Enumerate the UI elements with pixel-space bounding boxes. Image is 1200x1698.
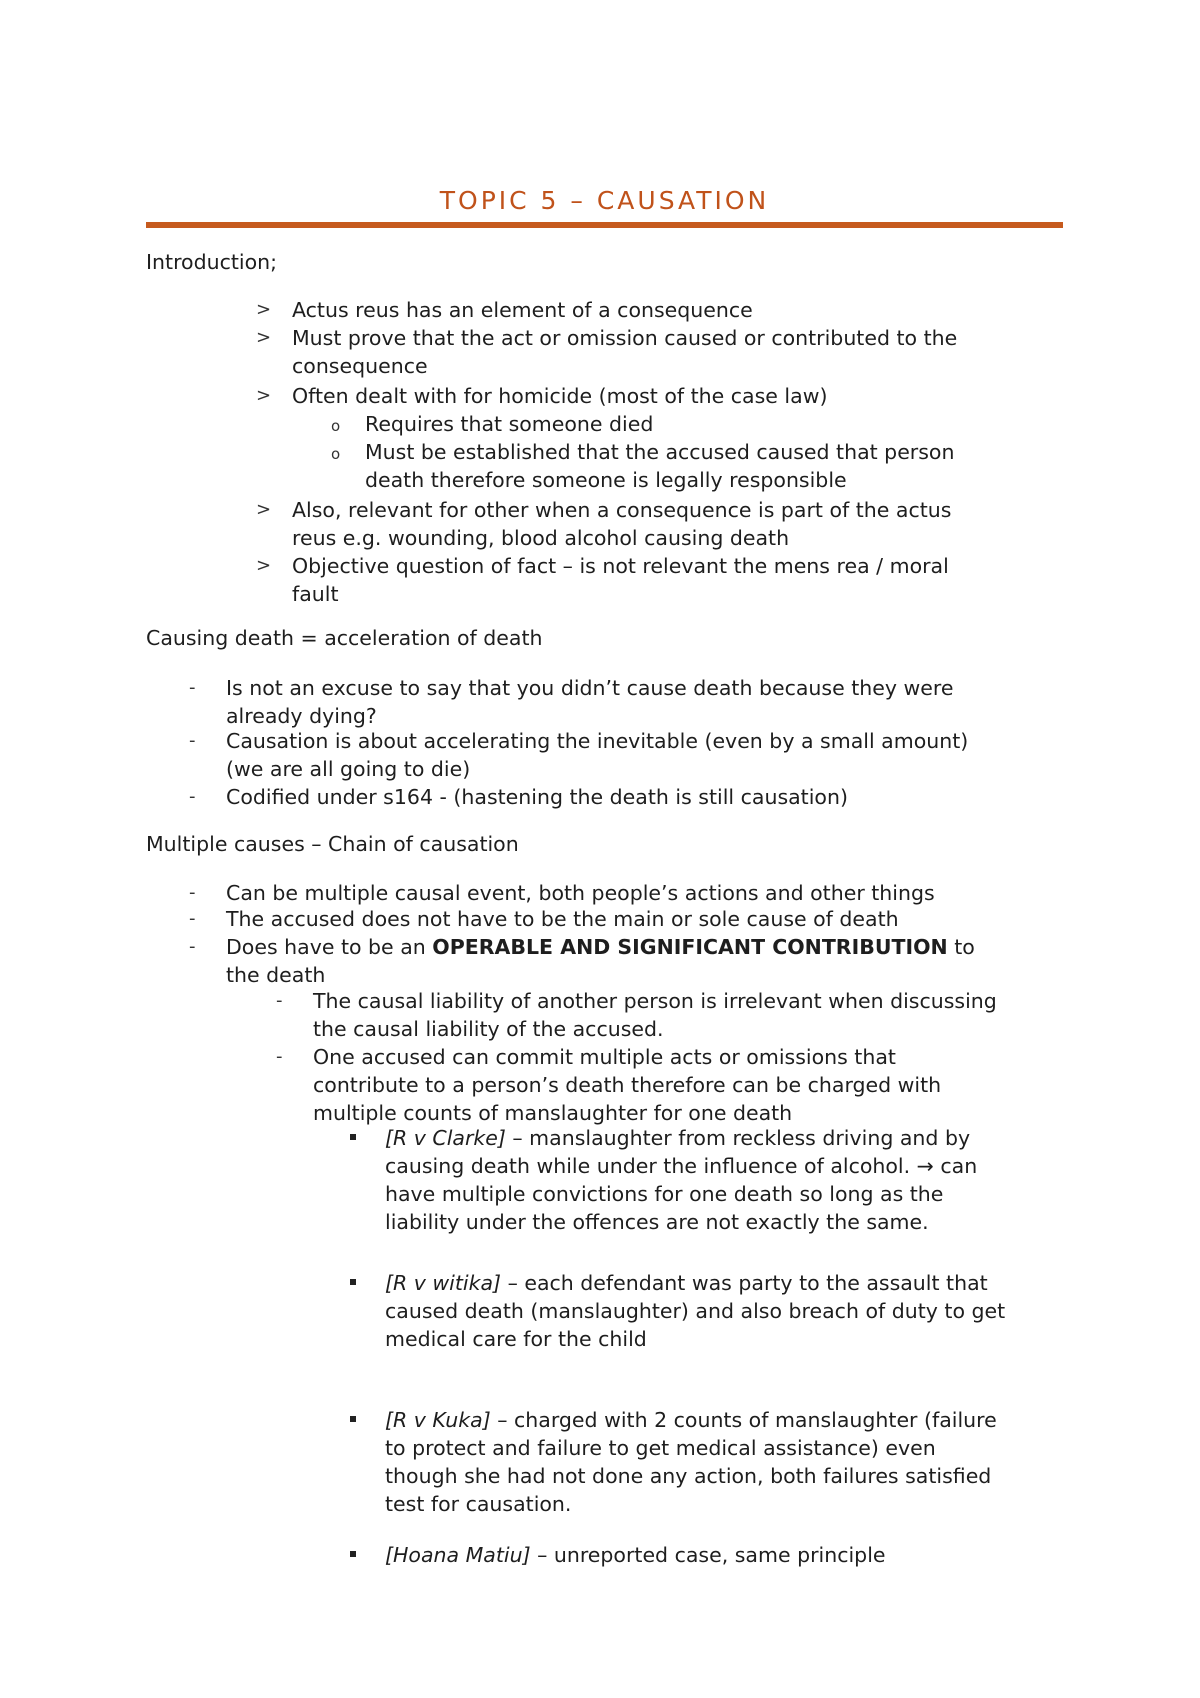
acceleration-bullet-2-line-1: Causation is about accelerating the inevitable (even by a small amount) bbox=[226, 729, 969, 753]
intro-bullet-3: Often dealt with for homicide (most of the case law) bbox=[292, 384, 828, 408]
document-title: TOPIC 5 – CAUSATION bbox=[439, 186, 770, 215]
circle-bullet-icon: o bbox=[331, 417, 341, 435]
case-citation: [Hoana Matiu] bbox=[385, 1543, 531, 1567]
intro-bullet-4-line-1: Also, relevant for other when a consequence is part of the actus bbox=[292, 498, 952, 522]
case-kuka-line-3: though she had not done any action, both failures satisfied bbox=[385, 1464, 992, 1488]
case-kuka-line-4: test for causation. bbox=[385, 1492, 572, 1516]
intro-bullet-5-line-2: fault bbox=[292, 582, 339, 606]
intro-sub-bullet-1: Requires that someone died bbox=[365, 412, 654, 436]
dash-bullet-icon: - bbox=[189, 882, 196, 903]
dash-bullet-icon: - bbox=[189, 786, 196, 807]
sub-bullet-2-line-2: contribute to a person’s death therefore can be charged with bbox=[313, 1073, 942, 1097]
title-underline bbox=[146, 222, 1063, 228]
case-clarke-line-4: liability under the offences are not exactly the same. bbox=[385, 1210, 929, 1234]
case-citation: [R v witika] bbox=[385, 1271, 502, 1295]
case-clarke-line-1 bbox=[385, 1124, 970, 1152]
multiple-bullet-2: The accused does not have to be the main or sole cause of death bbox=[226, 907, 899, 931]
operable-significant-emphasis: OPERABLE AND SIGNIFICANT CONTRIBUTION bbox=[432, 935, 948, 959]
dash-bullet-icon: - bbox=[189, 936, 196, 957]
multiple-bullet-3-text: Does have to be an bbox=[226, 935, 433, 959]
case-citation: [R v Kuka] bbox=[385, 1408, 491, 1432]
sub-bullet-1-line-2: the causal liability of the accused. bbox=[313, 1017, 664, 1041]
right-arrow-icon: → bbox=[916, 1154, 934, 1178]
case-witika-line-1 bbox=[385, 1269, 988, 1297]
multiple-bullet-3-line-1 bbox=[226, 933, 975, 961]
arrow-bullet-icon: > bbox=[256, 385, 272, 406]
dash-bullet-icon: - bbox=[189, 908, 196, 929]
multiple-causes-heading: Multiple causes – Chain of causation bbox=[146, 832, 519, 856]
case-text: – unreported case, same principle bbox=[530, 1543, 886, 1567]
dash-bullet-icon: - bbox=[276, 990, 283, 1011]
case-hoana-matiu-line-1 bbox=[385, 1541, 886, 1569]
case-text: – each defendant was party to the assault that bbox=[501, 1271, 988, 1295]
arrow-bullet-icon: > bbox=[256, 499, 272, 520]
acceleration-bullet-2-line-2: (we are all going to die) bbox=[226, 757, 471, 781]
case-text: can bbox=[933, 1154, 978, 1178]
case-text: – charged with 2 counts of manslaughter (failure bbox=[490, 1408, 997, 1432]
intro-bullet-2-line-1: Must prove that the act or omission caused or contributed to the bbox=[292, 326, 958, 350]
intro-heading: Introduction; bbox=[146, 250, 278, 274]
square-bullet-icon bbox=[350, 1416, 356, 1422]
case-text: causing death while under the influence of alcohol. bbox=[385, 1154, 917, 1178]
case-text: – manslaughter from reckless driving and by bbox=[505, 1126, 971, 1150]
arrow-bullet-icon: > bbox=[256, 327, 272, 348]
sub-bullet-2-line-1: One accused can commit multiple acts or omissions that bbox=[313, 1045, 896, 1069]
case-citation: [R v Clarke] bbox=[385, 1126, 506, 1150]
arrow-bullet-icon: > bbox=[256, 555, 272, 576]
square-bullet-icon bbox=[350, 1551, 356, 1557]
arrow-bullet-icon: > bbox=[256, 299, 272, 320]
square-bullet-icon bbox=[350, 1279, 356, 1285]
case-witika-line-2: caused death (manslaughter) and also breach of duty to get bbox=[385, 1299, 1006, 1323]
sub-bullet-2-line-3: multiple counts of manslaughter for one death bbox=[313, 1101, 793, 1125]
intro-bullet-2-line-2: consequence bbox=[292, 354, 428, 378]
intro-sub-bullet-2-line-1: Must be established that the accused caused that person bbox=[365, 440, 955, 464]
acceleration-heading: Causing death = acceleration of death bbox=[146, 626, 543, 650]
intro-bullet-5-line-1: Objective question of fact – is not relevant the mens rea / moral bbox=[292, 554, 949, 578]
dash-bullet-icon: - bbox=[189, 730, 196, 751]
case-clarke-line-2 bbox=[385, 1152, 977, 1180]
acceleration-bullet-1-line-2: already dying? bbox=[226, 704, 377, 728]
square-bullet-icon bbox=[350, 1134, 356, 1140]
multiple-bullet-3-trailing: to bbox=[947, 935, 975, 959]
dash-bullet-icon: - bbox=[276, 1046, 283, 1067]
intro-bullet-1: Actus reus has an element of a consequence bbox=[292, 298, 753, 322]
multiple-bullet-3-line-2: the death bbox=[226, 963, 326, 987]
multiple-bullet-1: Can be multiple causal event, both people’s actions and other things bbox=[226, 881, 935, 905]
acceleration-bullet-3: Codified under s164 - (hastening the death is still causation) bbox=[226, 785, 848, 809]
circle-bullet-icon: o bbox=[331, 445, 341, 463]
case-witika-line-3: medical care for the child bbox=[385, 1327, 647, 1351]
acceleration-bullet-1-line-1: Is not an excuse to say that you didn’t cause death because they were bbox=[226, 676, 954, 700]
intro-sub-bullet-2-line-2: death therefore someone is legally responsible bbox=[365, 468, 847, 492]
dash-bullet-icon: - bbox=[189, 677, 196, 698]
sub-bullet-1-line-1: The causal liability of another person is irrelevant when discussing bbox=[313, 989, 997, 1013]
case-kuka-line-1 bbox=[385, 1406, 997, 1434]
case-clarke-line-3: have multiple convictions for one death so long as the bbox=[385, 1182, 944, 1206]
case-kuka-line-2: to protect and failure to get medical assistance) even bbox=[385, 1436, 936, 1460]
intro-bullet-4-line-2: reus e.g. wounding, blood alcohol causing death bbox=[292, 526, 790, 550]
